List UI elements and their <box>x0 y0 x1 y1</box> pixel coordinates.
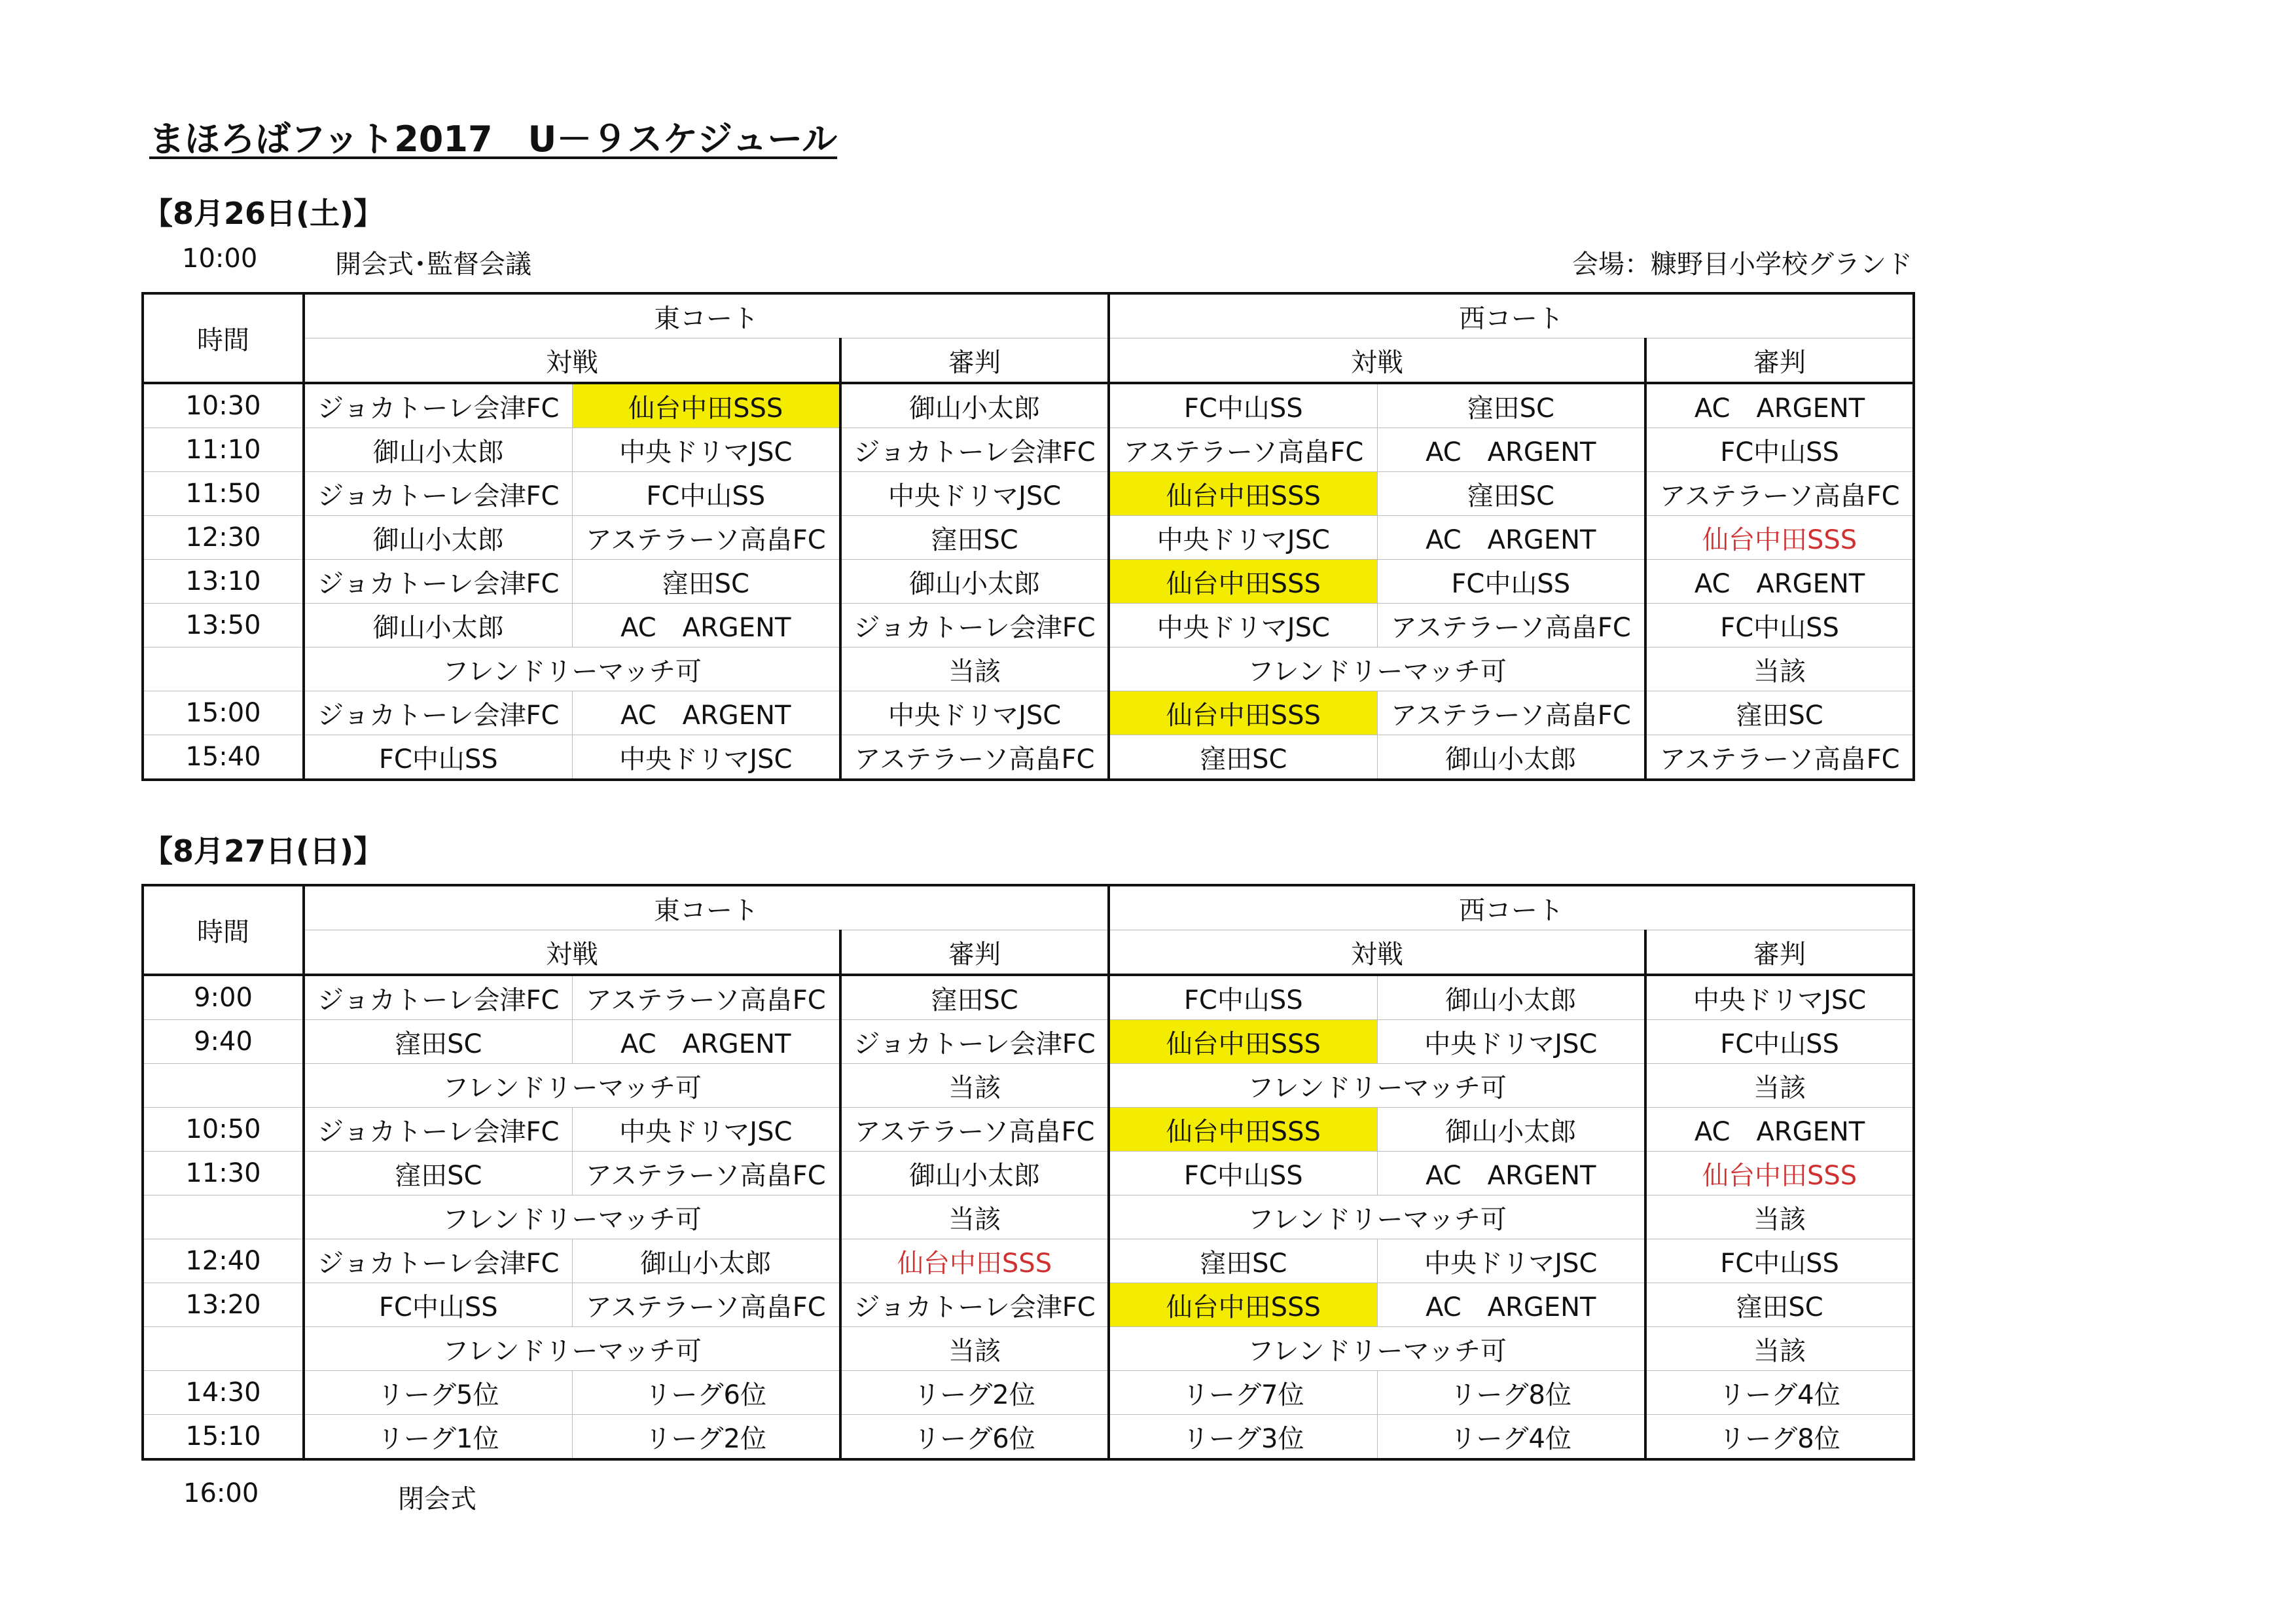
east-team-b-cell: 御山小太郎 <box>572 1239 840 1283</box>
west-team-a-cell: 中央ドリマJSC <box>1109 604 1377 647</box>
west-referee-cell: FC中山SS <box>1645 1020 1914 1064</box>
east-referee-cell: 窪田SC <box>840 516 1109 560</box>
time-cell <box>143 1064 304 1108</box>
east-team-b-cell: 窪田SC <box>572 560 840 604</box>
east-referee-cell: 当該 <box>840 647 1109 691</box>
west-referee-cell: 窪田SC <box>1645 1283 1914 1327</box>
east-team-a-cell: 窪田SC <box>304 1020 572 1064</box>
west-referee-cell: リーグ4位 <box>1645 1371 1914 1415</box>
west-referee-cell: 仙台中田SSS <box>1645 1152 1914 1195</box>
header-west-court: 西コート <box>1109 885 1914 930</box>
table-row <box>143 472 1914 516</box>
friendly-row <box>143 647 1914 691</box>
east-team-b-cell: アステラーソ高畠FC <box>572 975 840 1020</box>
west-friendly-cell: フレンドリーマッチ可 <box>1109 1327 1645 1371</box>
east-team-a-cell: 御山小太郎 <box>304 428 572 472</box>
west-referee-cell: AC ARGENT <box>1645 1108 1914 1152</box>
east-team-a-cell: ジョカトーレ会津FC <box>304 383 572 428</box>
east-referee-cell: 御山小太郎 <box>840 560 1109 604</box>
table-row <box>143 1020 1914 1064</box>
east-team-a-cell: 御山小太郎 <box>304 604 572 647</box>
east-team-a-cell: リーグ5位 <box>304 1371 572 1415</box>
header-west-match: 対戦 <box>1109 930 1645 976</box>
east-referee-cell: ジョカトーレ会津FC <box>840 428 1109 472</box>
header-east-court: 東コート <box>304 293 1109 338</box>
west-team-a-cell: アステラーソ高畠FC <box>1109 428 1377 472</box>
table-row <box>143 1108 1914 1152</box>
west-team-b-cell: FC中山SS <box>1377 560 1645 604</box>
west-team-b-cell: AC ARGENT <box>1377 1283 1645 1327</box>
time-cell: 15:10 <box>143 1415 304 1460</box>
header-west-referee: 審判 <box>1645 930 1914 976</box>
east-referee-cell: ジョカトーレ会津FC <box>840 1283 1109 1327</box>
east-referee-cell: 御山小太郎 <box>840 1152 1109 1195</box>
table-row <box>143 1415 1914 1460</box>
schedule-table-day1 <box>141 292 1915 781</box>
east-team-a-cell: ジョカトーレ会津FC <box>304 472 572 516</box>
east-team-b-cell: アステラーソ高畠FC <box>572 1152 840 1195</box>
east-team-b-cell: 中央ドリマJSC <box>572 1108 840 1152</box>
opening-time: 10:00 <box>182 244 258 274</box>
header-east-court: 東コート <box>304 885 1109 930</box>
east-team-b-cell: アステラーソ高畠FC <box>572 516 840 560</box>
west-team-a-cell: リーグ7位 <box>1109 1371 1377 1415</box>
east-referee-cell: アステラーソ高畠FC <box>840 1108 1109 1152</box>
west-team-b-cell: AC ARGENT <box>1377 516 1645 560</box>
table-row <box>143 1283 1914 1327</box>
east-referee-cell: 当該 <box>840 1064 1109 1108</box>
header-west-court: 西コート <box>1109 293 1914 338</box>
east-team-a-cell: リーグ1位 <box>304 1415 572 1460</box>
east-friendly-cell: フレンドリーマッチ可 <box>304 1195 840 1239</box>
east-team-a-cell: ジョカトーレ会津FC <box>304 1108 572 1152</box>
east-team-a-cell: ジョカトーレ会津FC <box>304 1239 572 1283</box>
west-friendly-cell: フレンドリーマッチ可 <box>1109 1195 1645 1239</box>
west-team-b-cell: 御山小太郎 <box>1377 1108 1645 1152</box>
west-team-a-cell: FC中山SS <box>1109 383 1377 428</box>
east-team-b-cell: 中央ドリマJSC <box>572 735 840 780</box>
table-row <box>143 1371 1914 1415</box>
east-referee-cell: ジョカトーレ会津FC <box>840 1020 1109 1064</box>
west-team-b-cell: 窪田SC <box>1377 383 1645 428</box>
east-team-a-cell: ジョカトーレ会津FC <box>304 560 572 604</box>
east-referee-cell: 当該 <box>840 1327 1109 1371</box>
west-team-a-cell: 仙台中田SSS <box>1109 1108 1377 1152</box>
east-team-b-cell: 中央ドリマJSC <box>572 428 840 472</box>
east-friendly-cell: フレンドリーマッチ可 <box>304 647 840 691</box>
west-referee-cell: FC中山SS <box>1645 1239 1914 1283</box>
west-team-b-cell: リーグ4位 <box>1377 1415 1645 1460</box>
east-team-b-cell: リーグ6位 <box>572 1371 840 1415</box>
time-cell: 12:30 <box>143 516 304 560</box>
east-team-b-cell: FC中山SS <box>572 472 840 516</box>
header-east-match: 対戦 <box>304 338 840 384</box>
west-referee-cell: FC中山SS <box>1645 428 1914 472</box>
table-row <box>143 1239 1914 1283</box>
time-cell: 11:30 <box>143 1152 304 1195</box>
west-team-b-cell: リーグ8位 <box>1377 1371 1645 1415</box>
west-team-b-cell: 窪田SC <box>1377 472 1645 516</box>
time-cell: 13:20 <box>143 1283 304 1327</box>
west-referee-cell: 仙台中田SSS <box>1645 516 1914 560</box>
west-team-b-cell: AC ARGENT <box>1377 428 1645 472</box>
east-team-a-cell: 御山小太郎 <box>304 516 572 560</box>
header-time: 時間 <box>143 885 304 975</box>
west-friendly-cell: フレンドリーマッチ可 <box>1109 647 1645 691</box>
header-time: 時間 <box>143 293 304 383</box>
east-team-b-cell: AC ARGENT <box>572 604 840 647</box>
day1-heading: 【8月26日(土)】 <box>143 196 384 231</box>
time-cell: 15:00 <box>143 691 304 735</box>
east-referee-cell: 中央ドリマJSC <box>840 472 1109 516</box>
west-referee-cell: リーグ8位 <box>1645 1415 1914 1460</box>
time-cell: 13:10 <box>143 560 304 604</box>
east-referee-cell: リーグ2位 <box>840 1371 1109 1415</box>
friendly-row <box>143 1327 1914 1371</box>
day2-heading: 【8月27日(日)】 <box>143 833 384 869</box>
west-referee-cell: アステラーソ高畠FC <box>1645 735 1914 780</box>
west-referee-cell: 窪田SC <box>1645 691 1914 735</box>
time-cell: 13:50 <box>143 604 304 647</box>
east-team-a-cell: ジョカトーレ会津FC <box>304 691 572 735</box>
west-team-b-cell: 中央ドリマJSC <box>1377 1239 1645 1283</box>
page-title: まほろばフット2017 U－９スケジュール <box>149 119 838 160</box>
venue-label: 会場：糠野目小学校グランド <box>1572 249 1912 280</box>
time-cell: 15:40 <box>143 735 304 780</box>
west-referee-cell: 中央ドリマJSC <box>1645 975 1914 1020</box>
header-east-match: 対戦 <box>304 930 840 976</box>
west-team-a-cell: 仙台中田SSS <box>1109 1283 1377 1327</box>
west-team-a-cell: 仙台中田SSS <box>1109 560 1377 604</box>
schedule-table-day2 <box>141 884 1915 1461</box>
table-row <box>143 516 1914 560</box>
friendly-row <box>143 1195 1914 1239</box>
west-team-a-cell: 中央ドリマJSC <box>1109 516 1377 560</box>
closing-time: 16:00 <box>183 1478 259 1508</box>
time-cell: 10:30 <box>143 383 304 428</box>
west-team-b-cell: 中央ドリマJSC <box>1377 1020 1645 1064</box>
east-referee-cell: ジョカトーレ会津FC <box>840 604 1109 647</box>
east-referee-cell: アステラーソ高畠FC <box>840 735 1109 780</box>
west-team-b-cell: アステラーソ高畠FC <box>1377 604 1645 647</box>
west-referee-cell: AC ARGENT <box>1645 383 1914 428</box>
east-team-b-cell: リーグ2位 <box>572 1415 840 1460</box>
west-friendly-cell: フレンドリーマッチ可 <box>1109 1064 1645 1108</box>
west-team-a-cell: 仙台中田SSS <box>1109 1020 1377 1064</box>
table-row <box>143 383 1914 428</box>
time-cell: 9:40 <box>143 1020 304 1064</box>
west-referee-cell: AC ARGENT <box>1645 560 1914 604</box>
table-row <box>143 604 1914 647</box>
time-cell <box>143 1327 304 1371</box>
header-west-match: 対戦 <box>1109 338 1645 384</box>
closing-event: 閉会式 <box>398 1484 476 1514</box>
time-cell: 11:50 <box>143 472 304 516</box>
west-team-a-cell: リーグ3位 <box>1109 1415 1377 1460</box>
west-team-a-cell: 窪田SC <box>1109 1239 1377 1283</box>
west-referee-cell: 当該 <box>1645 1327 1914 1371</box>
time-cell: 9:00 <box>143 975 304 1020</box>
table-row <box>143 1152 1914 1195</box>
header-east-referee: 審判 <box>840 338 1109 384</box>
east-team-b-cell: アステラーソ高畠FC <box>572 1283 840 1327</box>
west-team-b-cell: AC ARGENT <box>1377 1152 1645 1195</box>
header-west-referee: 審判 <box>1645 338 1914 384</box>
table-row <box>143 428 1914 472</box>
west-team-b-cell: アステラーソ高畠FC <box>1377 691 1645 735</box>
west-referee-cell: アステラーソ高畠FC <box>1645 472 1914 516</box>
west-team-a-cell: FC中山SS <box>1109 1152 1377 1195</box>
east-referee-cell: 窪田SC <box>840 975 1109 1020</box>
east-referee-cell: 御山小太郎 <box>840 383 1109 428</box>
west-team-b-cell: 御山小太郎 <box>1377 975 1645 1020</box>
header-east-referee: 審判 <box>840 930 1109 976</box>
west-referee-cell: FC中山SS <box>1645 604 1914 647</box>
east-team-b-cell: AC ARGENT <box>572 1020 840 1064</box>
table-row <box>143 560 1914 604</box>
west-team-a-cell: 窪田SC <box>1109 735 1377 780</box>
west-team-a-cell: 仙台中田SSS <box>1109 472 1377 516</box>
time-cell <box>143 647 304 691</box>
table-row <box>143 975 1914 1020</box>
east-team-b-cell: 仙台中田SSS <box>572 383 840 428</box>
time-cell: 12:40 <box>143 1239 304 1283</box>
east-friendly-cell: フレンドリーマッチ可 <box>304 1064 840 1108</box>
east-referee-cell: 仙台中田SSS <box>840 1239 1109 1283</box>
west-team-a-cell: 仙台中田SSS <box>1109 691 1377 735</box>
time-cell: 10:50 <box>143 1108 304 1152</box>
time-cell: 14:30 <box>143 1371 304 1415</box>
east-referee-cell: リーグ6位 <box>840 1415 1109 1460</box>
west-referee-cell: 当該 <box>1645 1195 1914 1239</box>
opening-event: 開会式･監督会議 <box>335 249 531 280</box>
time-cell <box>143 1195 304 1239</box>
west-referee-cell: 当該 <box>1645 647 1914 691</box>
east-referee-cell: 中央ドリマJSC <box>840 691 1109 735</box>
east-team-a-cell: FC中山SS <box>304 1283 572 1327</box>
west-team-a-cell: FC中山SS <box>1109 975 1377 1020</box>
time-cell: 11:10 <box>143 428 304 472</box>
west-referee-cell: 当該 <box>1645 1064 1914 1108</box>
east-team-a-cell: 窪田SC <box>304 1152 572 1195</box>
west-team-b-cell: 御山小太郎 <box>1377 735 1645 780</box>
table-row <box>143 691 1914 735</box>
friendly-row <box>143 1064 1914 1108</box>
east-team-a-cell: ジョカトーレ会津FC <box>304 975 572 1020</box>
east-team-b-cell: AC ARGENT <box>572 691 840 735</box>
east-referee-cell: 当該 <box>840 1195 1109 1239</box>
east-team-a-cell: FC中山SS <box>304 735 572 780</box>
table-row <box>143 735 1914 780</box>
east-friendly-cell: フレンドリーマッチ可 <box>304 1327 840 1371</box>
